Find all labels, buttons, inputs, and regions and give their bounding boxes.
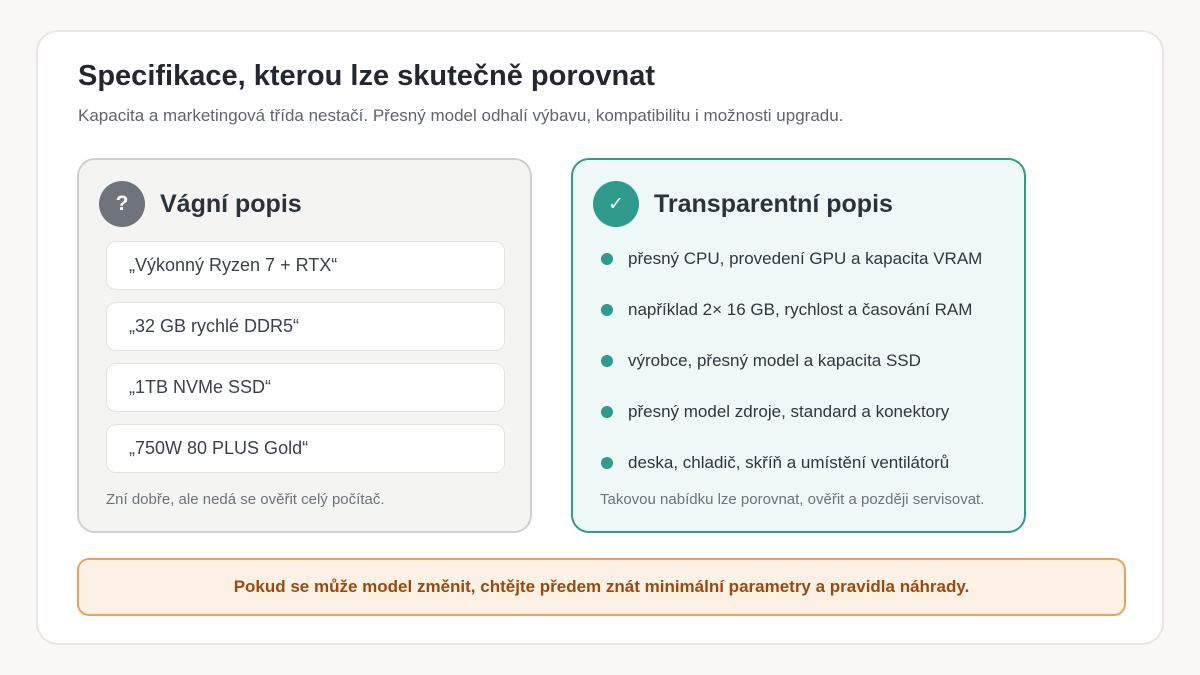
check-icon: ✓ bbox=[593, 181, 639, 227]
bullet-dot-icon bbox=[601, 457, 613, 469]
transparent-panel-note: Takovou nabídku lze porovnat, ověřit a později servisovat. bbox=[600, 491, 985, 508]
list-item-text: deska, chladič, skříň a umístění ventilátorů bbox=[628, 453, 950, 472]
bullet-dot-icon bbox=[601, 406, 613, 418]
question-icon: ? bbox=[99, 181, 145, 227]
list-item-text: přesný CPU, provedení GPU a kapacita VRAM bbox=[628, 249, 983, 268]
list-item bbox=[601, 451, 949, 475]
vague-quote-ram: „32 GB rychlé DDR5“ bbox=[106, 302, 505, 351]
list-item bbox=[601, 349, 921, 373]
page-subtitle: Kapacita a marketingová třída nestačí. Přesný model odhalí výbavu, kompatibilitu i možnosti upgradu. bbox=[78, 106, 844, 125]
list-item-text: například 2× 16 GB, rychlost a časování RAM bbox=[628, 300, 973, 319]
list-item bbox=[601, 400, 949, 424]
list-item-text: přesný model zdroje, standard a konektory bbox=[628, 402, 950, 421]
bullet-dot-icon bbox=[601, 304, 613, 316]
vague-quote-psu: „750W 80 PLUS Gold“ bbox=[106, 424, 505, 473]
list-item-text: výrobce, přesný model a kapacita SSD bbox=[628, 351, 921, 370]
vague-panel-title: Vágní popis bbox=[160, 190, 302, 218]
vague-quote-ssd: „1TB NVMe SSD“ bbox=[106, 363, 505, 412]
bullet-dot-icon bbox=[601, 253, 613, 265]
comparison-card bbox=[36, 30, 1164, 645]
vague-panel-note: Zní dobře, ale nedá se ověřit celý počítač. bbox=[106, 491, 385, 508]
warning-banner: Pokud se může model změnit, chtějte předem znát minimální parametry a pravidla náhrady. bbox=[77, 558, 1126, 616]
page-title: Specifikace, kterou lze skutečně porovnat bbox=[78, 60, 655, 92]
list-item bbox=[601, 247, 982, 271]
vague-quote-cpu-gpu: „Výkonný Ryzen 7 + RTX“ bbox=[106, 241, 505, 290]
transparent-description-panel bbox=[571, 158, 1026, 533]
list-item bbox=[601, 298, 972, 322]
transparent-panel-title: Transparentní popis bbox=[654, 190, 893, 218]
vague-description-panel bbox=[77, 158, 532, 533]
bullet-dot-icon bbox=[601, 355, 613, 367]
